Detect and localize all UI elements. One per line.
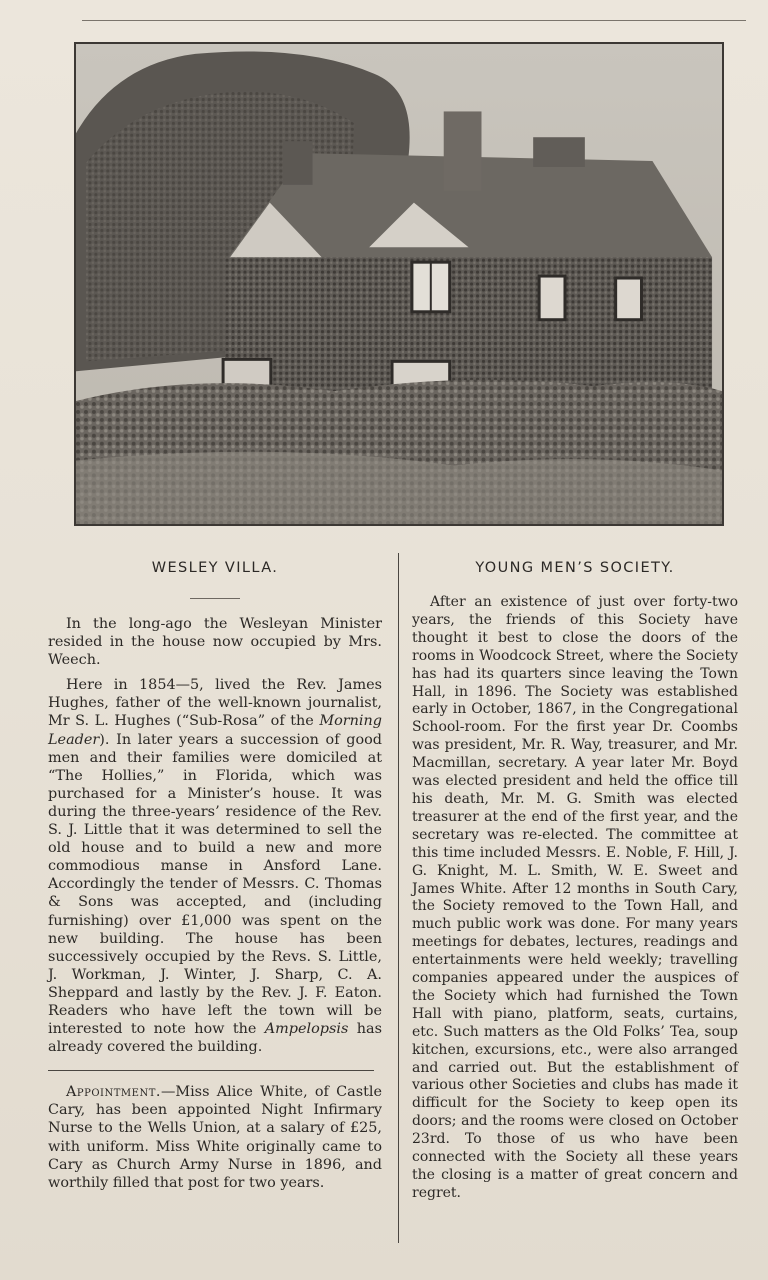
wesley-para-2-part: Here in 1854—5, lived the Rev. James Hughes, father of the well-known journalist, Mr S. L. Hughes (“Sub-Rosa” of the <box>48 677 382 730</box>
house-photo <box>74 42 724 526</box>
heading-rule <box>190 598 240 599</box>
house-photo-icon <box>76 44 722 524</box>
left-column <box>48 560 382 1199</box>
young-mens-society-heading: YOUNG MEN’S SOCIETY. <box>475 560 675 576</box>
society-paragraph: After an existence of just over forty-two years, the friends of this Society have thought it best to close the doors of the rooms in Woodcock Street, where the Society has had its quarters since leaving the Town Hall, in 1896. The Society was established early in October, 1867, in the Congregational School-room. For the first year Dr. Coombs was president, Mr. R. Way, treasurer, and Mr. Macmillan, secretary. A year later Mr. Boyd was elected president and held the office till his death, Mr. M. G. Smith was elected treasurer at the end of the first year, and the secretary was re-elected. The committee at this time included Messrs. E. Noble, F. Hill, J. G. Knight, M. L. Smith, W. E. Sweet and James White. After 12 months in South Cary, the Society removed to the Town Hall, and much public work was done. For many years meetings for debates, lectures, readings and entertainments were held weekly; travelling companies appeared under the auspices of the Society which had furnished the Town Hall with piano, platform, seats, curtains, etc. Such matters as the Old Folks’ Tea, soup kitchen, excursions, etc., were also arranged and carried out. But the establishment of various other Societies and clubs has made it difficult for the Society to keep open its doors; and the rooms were closed on October 23rd. To those of us who have been connected with the Society all these years the closing is a matter of great concern and regret. <box>412 594 738 1201</box>
wesley-para-2 <box>48 676 382 1056</box>
newspaper-title: Morning Leader <box>48 713 382 748</box>
wesley-para-1: In the long-ago the Wesleyan Minister resided in the house now occupied by Mrs. Weech. <box>48 616 382 669</box>
column-divider <box>398 553 399 1243</box>
wesley-para-2-part: ). In later years a succession of good men and their families were domiciled at “The Hollies,” in Florida, which was purchased for a Minister’s house. It was during the three-years’ residence of the Rev. S. J. Little that it was determined to sell the old house and to build a new and more commodious manse in Ansford Lane. Accordingly the tender of Messrs. C. Thomas & Sons was accepted, and (including furnishing) over £1,000 was spent on the new building. The house has been successively occupied by the Revs. S. Little, J. Workman, J. Winter, J. Sharp, C. A. Sheppard and lastly by the Rev. J. F. Eaton. Readers who have left the town will be interested to note how the <box>48 731 382 1038</box>
wesley-para-2-part: has already covered the building. <box>48 1021 382 1056</box>
top-rule <box>82 20 746 21</box>
appointment-paragraph <box>48 1083 382 1192</box>
appointment-label: Appointment. <box>66 1084 161 1101</box>
plant-name: Ampelopsis <box>264 1021 349 1038</box>
appointment-text: —Miss Alice White, of Castle Cary, has been appointed Night Infirmary Nurse to the Wells Union, at a salary of £25, with uniform. Miss White originally came to Cary as Church Army Nurse in 1896, and worthily filled that post for two years. <box>48 1084 382 1191</box>
appointment-rule <box>48 1070 374 1071</box>
wesley-villa-heading: WESLEY VILLA. <box>151 560 279 576</box>
right-column <box>412 560 738 1210</box>
